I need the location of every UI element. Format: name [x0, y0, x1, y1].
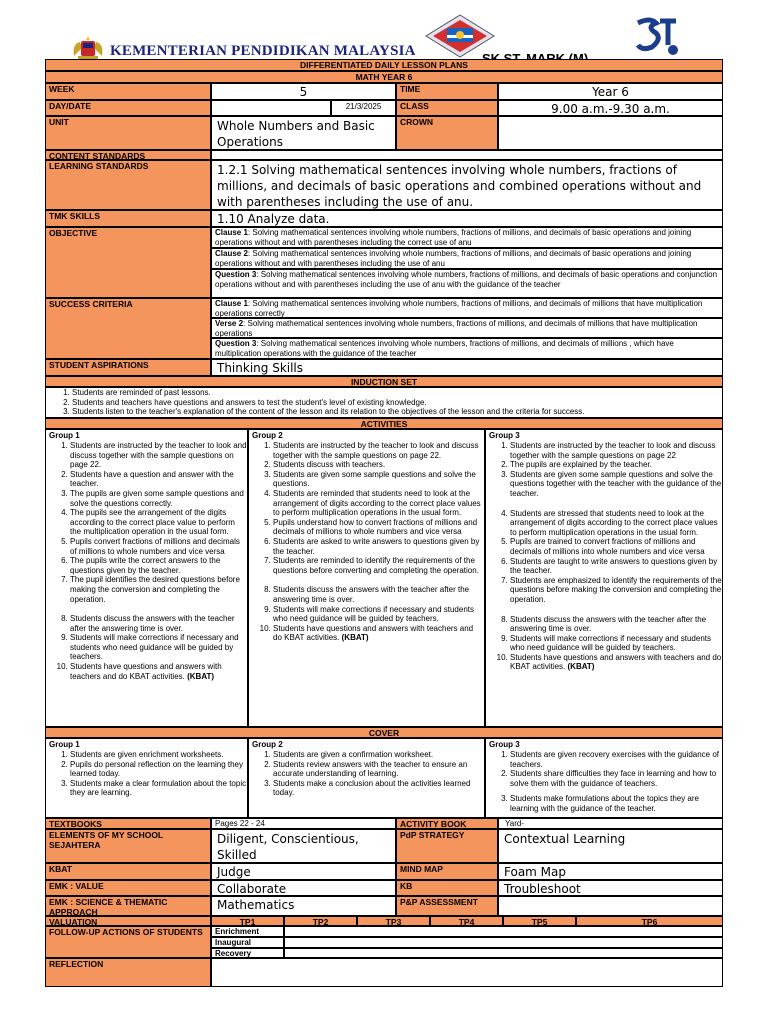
follow-up-label: FOLLOW-UP ACTIONS OF STUDENTS — [45, 926, 211, 958]
success-item: Verse 2: Solving mathematical sentences involving whole numbers, fractions of millions, and decimals of millions that have multiplication operations — [211, 318, 723, 338]
follow-up-field — [284, 948, 723, 958]
cover-group-3 — [485, 738, 723, 818]
list-item: 4. The pupils see the arrangement of the digits according to the correct place value to perform the multiplication operation in the usual form. — [70, 508, 247, 537]
valuation-label: VALUATION — [45, 916, 211, 926]
kb-label: KB — [396, 880, 498, 896]
mind-map-value: Foam Map — [498, 863, 723, 880]
list-item: 7. The pupil identifies the desired questions before making the conversion and completing the operation. — [70, 575, 247, 604]
list-item: 8. Students discuss the answers with the teacher after the answering time is over. — [273, 585, 484, 604]
time-label: TIME — [396, 83, 498, 100]
list-item: 3. Students make a conclusion about the activities learned today. — [273, 779, 484, 798]
pp-assessment-value — [498, 896, 723, 916]
textbooks-label: TEXTBOOKS — [45, 818, 211, 829]
pp-assessment-label: P&P ASSESSMENT — [396, 896, 498, 916]
list-item: 2. Students discuss with teachers. — [273, 460, 484, 470]
activity-group-1 — [45, 429, 248, 727]
list-item: 1. Students are given enrichment worksheets. — [70, 750, 247, 760]
unit-label: UNIT — [45, 116, 211, 150]
list-item: 2. Students review answers with the teacher to ensure an accurate understanding of learning. — [273, 760, 484, 779]
list-item: 1. Students are given a confirmation worksheet. — [273, 750, 484, 760]
day-date-label: DAY/DATE — [45, 100, 211, 116]
plan-title: DIFFERENTIATED DAILY LESSON PLANS — [45, 59, 723, 71]
kb-value: Troubleshoot — [498, 880, 723, 896]
group-heading: Group 2 — [252, 431, 283, 440]
list-item: 5. Pupils are trained to convert fractions of millions and decimals of millions into whole numbers and vice versa — [510, 537, 722, 556]
elements-sejahtera-label: ELEMENTS OF MY SCHOOL SEJAHTERA — [45, 829, 211, 863]
cover-group-2 — [248, 738, 485, 818]
list-item: 4. Students are stressed that students need to look at the arrangement of digits according to the correct place values to perform multiplication operations in the usual form. — [510, 509, 722, 538]
time-value: Year 6 — [498, 83, 723, 100]
list-item: 9. Students will make corrections if necessary and students who need guidance will be guided by teachers. — [510, 634, 722, 653]
student-aspirations-value: Thinking Skills — [211, 359, 723, 376]
list-item: 3. Students are given some sample questions and solve the questions together with the teacher with the guidance of the teacher. — [510, 470, 722, 499]
activity-group-3 — [485, 429, 723, 727]
list-item: 8. Students discuss the answers with the teacher after the answering time is over. — [70, 614, 247, 633]
list-item: 3. Students listen to the teacher's explanation of the content of the lesson and its relation to the objectives of the lesson and the criteria for success. — [72, 407, 722, 417]
list-item: 7. Students are emphasized to identify the requirements of the questions before making the conversion and completing the operation. — [510, 576, 722, 605]
list-item: 9. Students will make corrections if necessary and students who need guidance will be guided by teachers. — [70, 633, 247, 662]
list-item: 10. Students have questions and answers with teachers and do KBAT activities. (KBAT) — [70, 662, 247, 681]
emk-value-label: EMK : VALUE — [45, 880, 211, 896]
list-item: 8. Students discuss the answers with the teacher after the answering time is over. — [510, 615, 722, 634]
success-item: Question 3: Solving mathematical sentences involving whole numbers, fractions of millions, and decimals of millions , which have multiplication operations with the guidance of the teacher — [211, 338, 723, 359]
list-item: 3. Students are given some sample questions and solve the questions. — [273, 470, 484, 489]
date-value: 21/3/2025 — [331, 100, 396, 116]
list-item: 6. Students are asked to write answers to questions given by the teacher. — [273, 537, 484, 556]
list-item: 3. Students make formulations about the topics they are learning with the guidance of the teacher. — [510, 794, 722, 813]
tmk-skills-label: TMK SKILLS — [45, 210, 211, 227]
list-item: 5. Pupils understand how to convert fractions of millions and decimals of millions to whole numbers and vice versa — [273, 518, 484, 537]
activities-title: ACTIVITIES — [45, 418, 723, 429]
subject-title: MATH YEAR 6 — [45, 71, 723, 83]
induction-set-title: INDUCTION SET — [45, 376, 723, 387]
objective-item: Clause 2: Solving mathematical sentences involving whole numbers, fractions of millions, and decimals of basic operations and joining operations without and with parentheses including the use of anu — [211, 248, 723, 269]
list-item: 6. Students are taught to write answers to questions given by the teacher. — [510, 557, 722, 576]
list-item: 5. Pupils convert fractions of millions and decimals of millions to whole numbers and vice versa — [70, 537, 247, 556]
crown-label: CROWN — [396, 116, 498, 150]
mind-map-label: MIND MAP — [396, 863, 498, 880]
objective-item: Clause 1: Solving mathematical sentences involving whole numbers, fractions of millions, and decimals of basic operations and joining operations without and with parentheses including the correct use of anu — [211, 227, 723, 248]
tp-cell: TP1 — [211, 916, 284, 926]
week-label: WEEK — [45, 83, 211, 100]
reflection-value — [211, 958, 723, 987]
ministry-crest-icon — [70, 36, 106, 60]
list-item: 7. Students are reminded to identify the requirements of the questions before converting and completing the operation. — [273, 556, 484, 575]
list-item: 6. The pupils write the correct answers to the questions given by the teacher. — [70, 556, 247, 575]
group-heading: Group 3 — [489, 740, 520, 749]
success-criteria-label: SUCCESS CRITERIA — [45, 298, 211, 359]
induction-set-list — [45, 387, 723, 418]
class-value: 9.00 a.m.-9.30 a.m. — [498, 100, 723, 116]
emk-science-label: EMK : SCIENCE & THEMATIC APPROACH — [45, 896, 211, 916]
textbooks-value: Pages 22 - 24 — [211, 818, 396, 829]
pdp-strategy-value: Contextual Learning — [498, 829, 723, 863]
objective-item: Question 3: Solving mathematical sentences involving whole numbers, fractions of millions, and decimals of basic operations and conjunction operations without and with parentheses including the use of anu with the guidance of the teacher — [211, 269, 723, 298]
kbat-label: KBAT — [45, 863, 211, 880]
list-item: 1. Students are instructed by the teacher to look and discuss together with the sample questions on page 22. — [70, 441, 247, 470]
follow-up-option: Inaugural — [211, 937, 284, 948]
group-heading: Group 2 — [252, 740, 283, 749]
list-item: 3. Students make a clear formulation about the topic they are learning. — [70, 779, 247, 798]
learning-standards-value: 1.2.1 Solving mathematical sentences involving whole numbers, fractions of millions, and decimals of basic operations and combined operations without and with parentheses including the use of anu. — [211, 160, 723, 210]
objective-label: OBJECTIVE — [45, 227, 211, 298]
kbat-value: Judge — [211, 863, 396, 880]
week-value: 5 — [211, 83, 396, 100]
tp-cell: TP2 — [284, 916, 357, 926]
emk-science-value: Mathematics — [211, 896, 396, 916]
list-item: 1. Students are instructed by the teacher to look and discuss together with the sample questions on page 22 — [510, 441, 722, 460]
ministry-title: KEMENTERIAN PENDIDIKAN MALAYSIA — [110, 43, 416, 59]
crown-value — [498, 116, 723, 150]
list-item: 2. Students have a question and answer with the teacher. — [70, 470, 247, 489]
reflection-label: REFLECTION — [45, 958, 211, 987]
list-item: 1. Students are given recovery exercises with the guidance of teachers. — [510, 750, 722, 769]
cover-title: COVER — [45, 727, 723, 738]
follow-up-field — [284, 937, 723, 948]
cover-group-1 — [45, 738, 248, 818]
list-item: 9. Students will make corrections if necessary and students who need guidance will be guided by teachers. — [273, 605, 484, 624]
list-item: 2. Pupils do personal reflection on the learning they learned today. — [70, 760, 247, 779]
follow-up-option: Enrichment — [211, 926, 284, 937]
elements-sejahtera-value: Diligent, Conscientious, Skilled — [211, 829, 396, 863]
list-item: 10. Students have questions and answers with teachers and do KBAT activities. (KBAT) — [510, 653, 722, 672]
list-item: 2. Students share difficulties they face in learning and how to solve them with the guidance of teachers. — [510, 769, 722, 788]
content-standards-value — [211, 150, 723, 160]
list-item: 10. Students have questions and answers with teachers and do KBAT activities. (KBAT) — [273, 624, 484, 643]
sk25-logo-icon — [632, 15, 682, 57]
list-item: 2. Students and teachers have questions and answers to test the student's level of existing knowledge. — [72, 398, 722, 408]
list-item: 3. The pupils are given some sample questions and solve the questions correctly. — [70, 489, 247, 508]
day-cell — [211, 100, 331, 116]
group-heading: Group 1 — [49, 740, 80, 749]
activity-book-value: Yard- — [498, 818, 723, 829]
success-item: Clause 1: Solving mathematical sentences involving whole numbers, fractions of millions, and decimals of millions that have multiplication operations correctly — [211, 298, 723, 318]
activity-group-2 — [248, 429, 485, 727]
student-aspirations-label: STUDENT ASPIRATIONS — [45, 359, 211, 376]
tp-cell: TP3 — [357, 916, 430, 926]
list-item: 1. Students are instructed by the teacher to look and discuss together with the sample questions on page 22. — [273, 441, 484, 460]
tp-cell: TP5 — [503, 916, 576, 926]
follow-up-field — [284, 926, 723, 937]
follow-up-option: Recovery — [211, 948, 284, 958]
content-standards-label: CONTENT STANDARDS — [45, 150, 211, 160]
group-heading: Group 1 — [49, 431, 80, 440]
tp-cell: TP6 — [576, 916, 723, 926]
activity-book-label: ACTIVITY BOOK — [396, 818, 498, 829]
tp-cell: TP4 — [430, 916, 503, 926]
list-item: 1. Students are reminded of past lessons. — [72, 388, 722, 398]
learning-standards-label: LEARNING STANDARDS — [45, 160, 211, 210]
list-item: 2. The pupils are explained by the teacher. — [510, 460, 722, 470]
list-item: 4. Students are reminded that students need to look at the arrangement of digits according to the correct place values to perform multiplication operations in the usual form. — [273, 489, 484, 518]
pdp-strategy-label: PdP STRATEGY — [396, 829, 498, 863]
tmk-skills-value: 1.10 Analyze data. — [211, 210, 723, 227]
group-heading: Group 3 — [489, 431, 520, 440]
class-label: CLASS — [396, 100, 498, 116]
unit-value: Whole Numbers and Basic Operations — [211, 116, 396, 150]
emk-value-value: Collaborate — [211, 880, 396, 896]
